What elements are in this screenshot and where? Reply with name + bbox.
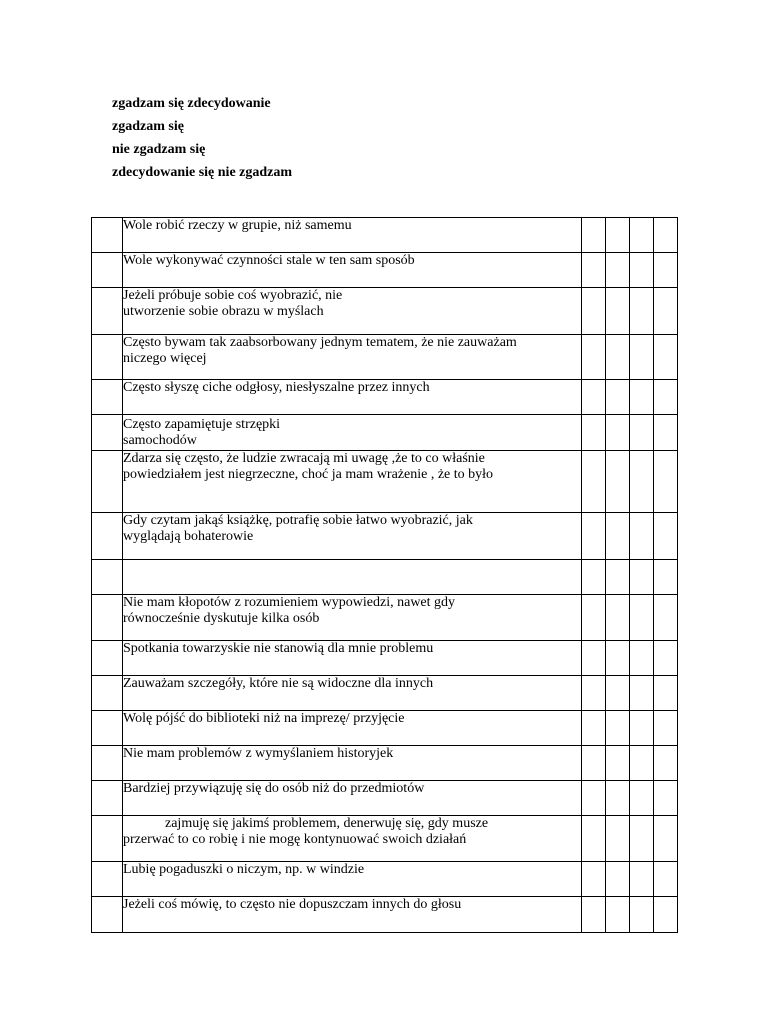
answer-box-strongly-disagree[interactable] <box>654 862 678 897</box>
statement-text: Wole wykonywać czynności stale w ten sam sposób <box>123 253 582 288</box>
statement-text: Zdarza się często, że ludzie zwracają mi uwagę ,że to co właśnie powiedziałem jest niegrzeczne, choć ja mam wrażenie , że to było <box>123 451 582 513</box>
statement-text-second-line: przerwać to co robię i nie mogę kontynuować swoich działań <box>123 832 467 847</box>
answer-box-strongly-agree[interactable] <box>582 451 606 513</box>
number-cell <box>92 253 123 288</box>
answer-box-agree[interactable] <box>606 253 630 288</box>
statement-text: Spotkania towarzyskie nie stanowią dla mnie problemu <box>123 641 582 676</box>
statement-text <box>123 816 582 862</box>
answer-box-strongly-disagree[interactable] <box>654 218 678 253</box>
table-row <box>92 253 678 288</box>
number-cell <box>92 415 123 451</box>
answer-box-agree[interactable] <box>606 746 630 781</box>
answer-box-strongly-disagree[interactable] <box>654 560 678 595</box>
answer-box-strongly-agree[interactable] <box>582 335 606 380</box>
table-row <box>92 641 678 676</box>
statement-text: Zauważam szczegóły, które nie są widoczne dla innych <box>123 676 582 711</box>
answer-box-agree[interactable] <box>606 288 630 335</box>
answer-box-disagree[interactable] <box>630 253 654 288</box>
statement-text: Bardziej przywiązuję się do osób niż do przedmiotów <box>123 781 582 816</box>
table-row <box>92 781 678 816</box>
table-row <box>92 560 678 595</box>
number-cell <box>92 560 123 595</box>
number-cell <box>92 513 123 560</box>
answer-box-strongly-agree[interactable] <box>582 288 606 335</box>
answer-box-agree[interactable] <box>606 451 630 513</box>
answer-box-strongly-agree[interactable] <box>582 595 606 641</box>
table-row <box>92 862 678 897</box>
table-row <box>92 595 678 641</box>
legend-item-disagree: nie zgadzam się <box>112 142 206 157</box>
answer-box-agree[interactable] <box>606 711 630 746</box>
statement-text: Często słyszę ciche odgłosy, niesłyszalne przez innych <box>123 380 582 415</box>
legend-item-strongly-disagree: zdecydowanie się nie zgadzam <box>112 165 293 180</box>
answer-box-strongly-disagree[interactable] <box>654 816 678 862</box>
answer-box-disagree[interactable] <box>630 560 654 595</box>
answer-box-strongly-disagree[interactable] <box>654 415 678 451</box>
number-cell <box>92 816 123 862</box>
statement-text: Wolę pójść do biblioteki niż na imprezę/ przyjęcie <box>123 711 582 746</box>
answer-box-strongly-disagree[interactable] <box>654 595 678 641</box>
answer-box-strongly-agree[interactable] <box>582 897 606 933</box>
answer-box-agree[interactable] <box>606 335 630 380</box>
answer-box-strongly-agree[interactable] <box>582 513 606 560</box>
answer-box-strongly-disagree[interactable] <box>654 711 678 746</box>
answer-box-disagree[interactable] <box>630 816 654 862</box>
table-row <box>92 897 678 933</box>
answer-box-strongly-agree[interactable] <box>582 862 606 897</box>
answer-box-strongly-disagree[interactable] <box>654 451 678 513</box>
answer-box-disagree[interactable] <box>630 711 654 746</box>
number-cell <box>92 897 123 933</box>
number-cell <box>92 781 123 816</box>
answer-box-disagree[interactable] <box>630 513 654 560</box>
statement-text: Nie mam problemów z wymyślaniem historyjek <box>123 746 582 781</box>
answer-box-disagree[interactable] <box>630 218 654 253</box>
answer-box-disagree[interactable] <box>630 288 654 335</box>
answer-box-disagree[interactable] <box>630 862 654 897</box>
answer-box-strongly-agree[interactable] <box>582 676 606 711</box>
number-cell <box>92 746 123 781</box>
answer-box-agree[interactable] <box>606 816 630 862</box>
answer-box-strongly-disagree[interactable] <box>654 288 678 335</box>
answer-box-disagree[interactable] <box>630 451 654 513</box>
number-cell <box>92 641 123 676</box>
statement-text: Nie mam kłopotów z rozumieniem wypowiedzi, nawet gdy równocześnie dyskutuje kilka osób <box>123 595 582 641</box>
answer-scale-legend <box>112 92 292 184</box>
questionnaire-table <box>91 217 678 933</box>
answer-box-agree[interactable] <box>606 380 630 415</box>
answer-box-strongly-agree[interactable] <box>582 253 606 288</box>
number-cell <box>92 595 123 641</box>
answer-box-disagree[interactable] <box>630 676 654 711</box>
answer-box-strongly-disagree[interactable] <box>654 676 678 711</box>
answer-box-disagree[interactable] <box>630 781 654 816</box>
statement-text: Gdy czytam jakąś książkę, potrafię sobie łatwo wyobrazić, jak wyglądają bohaterowie <box>123 513 582 560</box>
answer-box-agree[interactable] <box>606 415 630 451</box>
number-cell <box>92 711 123 746</box>
answer-box-disagree[interactable] <box>630 595 654 641</box>
answer-box-strongly-agree[interactable] <box>582 560 606 595</box>
answer-box-strongly-disagree[interactable] <box>654 335 678 380</box>
answer-box-disagree[interactable] <box>630 746 654 781</box>
number-cell <box>92 676 123 711</box>
answer-box-agree[interactable] <box>606 513 630 560</box>
answer-box-agree[interactable] <box>606 595 630 641</box>
table-row <box>92 746 678 781</box>
answer-box-disagree[interactable] <box>630 380 654 415</box>
number-cell <box>92 451 123 513</box>
table-row <box>92 451 678 513</box>
answer-box-strongly-agree[interactable] <box>582 781 606 816</box>
table-row <box>92 415 678 451</box>
answer-box-strongly-disagree[interactable] <box>654 781 678 816</box>
table-row <box>92 711 678 746</box>
answer-box-agree[interactable] <box>606 641 630 676</box>
answer-box-strongly-disagree[interactable] <box>654 897 678 933</box>
answer-box-disagree[interactable] <box>630 641 654 676</box>
number-cell <box>92 218 123 253</box>
table-row <box>92 218 678 253</box>
answer-box-strongly-agree[interactable] <box>582 218 606 253</box>
answer-box-strongly-agree[interactable] <box>582 746 606 781</box>
answer-box-agree[interactable] <box>606 781 630 816</box>
table-row <box>92 513 678 560</box>
number-cell <box>92 335 123 380</box>
statement-text-first-line: zajmuję się jakimś problemem, denerwuję się, gdy musze <box>165 816 489 831</box>
legend-item-agree: zgadzam się <box>112 119 184 134</box>
answer-box-agree[interactable] <box>606 862 630 897</box>
table-row <box>92 288 678 335</box>
table-row <box>92 380 678 415</box>
answer-box-strongly-agree[interactable] <box>582 711 606 746</box>
answer-box-strongly-disagree[interactable] <box>654 641 678 676</box>
number-cell <box>92 380 123 415</box>
answer-box-disagree[interactable] <box>630 415 654 451</box>
statement-text <box>123 560 582 595</box>
answer-box-strongly-agree[interactable] <box>582 641 606 676</box>
statement-text: Jeżeli coś mówię, to często nie dopuszczam innych do głosu <box>123 897 582 933</box>
statement-text: Często bywam tak zaabsorbowany jednym tematem, że nie zauważam niczego więcej <box>123 335 582 380</box>
answer-box-disagree[interactable] <box>630 335 654 380</box>
answer-box-strongly-disagree[interactable] <box>654 746 678 781</box>
statement-text: Często zapamiętuje strzępki samochodów <box>123 415 582 451</box>
statement-text: Jeżeli próbuje sobie coś wyobrazić, nie utworzenie sobie obrazu w myślach <box>123 288 582 335</box>
answer-box-agree[interactable] <box>606 897 630 933</box>
answer-box-agree[interactable] <box>606 560 630 595</box>
statement-text: Lubię pogaduszki o niczym, np. w windzie <box>123 862 582 897</box>
answer-box-agree[interactable] <box>606 218 630 253</box>
table-row <box>92 335 678 380</box>
table-row <box>92 816 678 862</box>
answer-box-agree[interactable] <box>606 676 630 711</box>
number-cell <box>92 288 123 335</box>
answer-box-strongly-disagree[interactable] <box>654 380 678 415</box>
answer-box-strongly-agree[interactable] <box>582 380 606 415</box>
answer-box-strongly-disagree[interactable] <box>654 253 678 288</box>
answer-box-strongly-agree[interactable] <box>582 816 606 862</box>
answer-box-strongly-agree[interactable] <box>582 415 606 451</box>
legend-item-strongly-agree: zgadzam się zdecydowanie <box>112 96 271 111</box>
answer-box-strongly-disagree[interactable] <box>654 513 678 560</box>
statement-text: Wole robić rzeczy w grupie, niż samemu <box>123 218 582 253</box>
number-cell <box>92 862 123 897</box>
answer-box-disagree[interactable] <box>630 897 654 933</box>
table-row <box>92 676 678 711</box>
